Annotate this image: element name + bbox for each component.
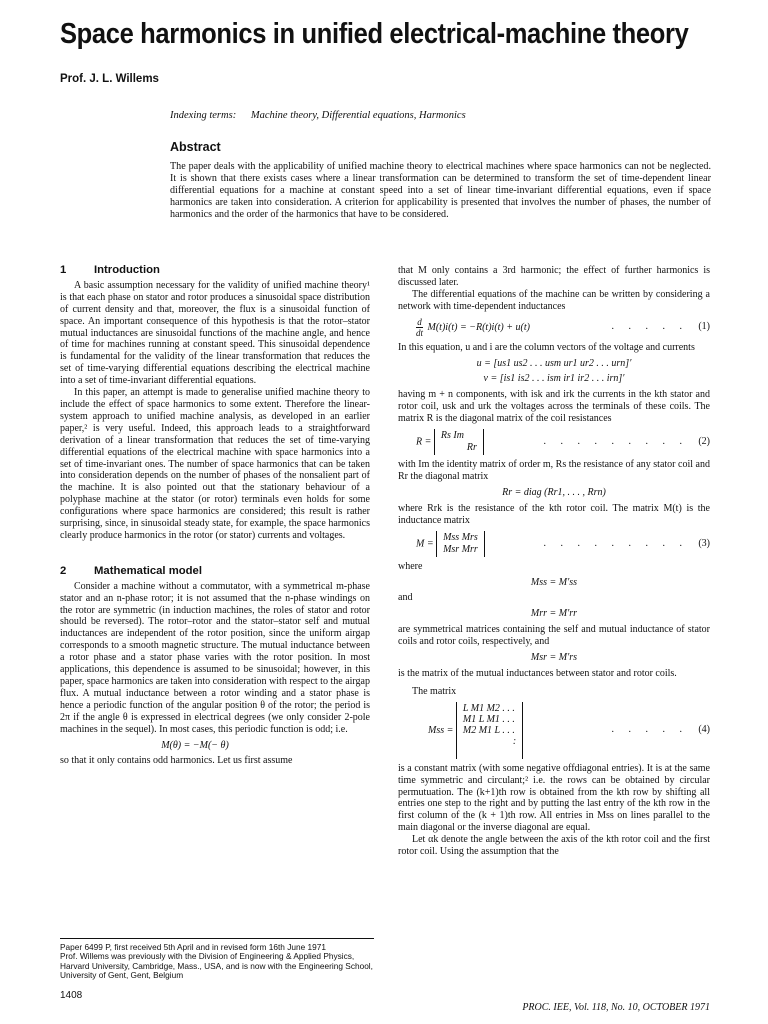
equation-msr: Msr = M′rs (530, 652, 578, 664)
right-column (398, 265, 710, 858)
paragraph: A basic assumption necessary for the validity of unified machine theory¹ is that each phase on stator and rotor produces a sinusoidal space distribution of current density and that, moreover, the flux is a sinusoidal function of space. An important consequence of this hypothesis is that the rotor–stator mutual inductances are sinusoidal functions of the machine angle, and hence of time for machines running at constant speed. This sinusoidal dependence is fundamental for the validity of the linear transformation that reduces the set of time-varying differential equations describing the electrical machine into a set of time-invariant differential equations. (60, 279, 370, 387)
section-1-heading: 1 Introduction (60, 264, 160, 276)
equation-4: Mss = L M1 M2 . . . M1 L M1 . . . M2 M1 L . . . : . . . . . (4) (398, 702, 710, 759)
indexing-values: Machine theory, Differential equations, Harmonics (250, 110, 466, 121)
equation-mss: Mss = M′ss (530, 576, 578, 588)
paragraph: that M only contains a 3rd harmonic; the effect of further harmonics is discussed later. (398, 265, 710, 288)
label-and: and (398, 592, 413, 604)
matrix-mss: L M1 M2 . . . M1 L M1 . . . M2 M1 L . . . : (456, 702, 523, 759)
author: Prof. J. L. Willems (60, 73, 159, 85)
paper-title: Space harmonics in unified electrical-machine theory (60, 18, 689, 50)
equation-3: M = Mss Mrs Msr Mrr . . . . . . . . . (3) (416, 531, 710, 555)
paragraph: with Im the identity matrix of order m, Rs the resistance of any stator coil and Rr the diagonal matrix (398, 459, 710, 482)
paragraph: In this paper, an attempt is made to generalise unified machine theory to include the effect of space harmonics to some extent. Therefore the linear-system approach to unified machine analysis, as developed in an earlier paper,² is very useful. Indeed, this approach leads to a straightforward derivation of a linear transformation that reduces the set of time-varying differential equations of the electrical machine with space harmonics into a set of time-invariant ones. The number of space harmonics that can be taken into consideration depends on the number of phases of the nonsalient part of the machine. It is also pointed out that the stationary behaviour of a polyphase machine at the stator (or rotor) terminals even holds for some configurations where space harmonics are considered; this result is rather surprising, since, in sinusoidal steady state, for example, the space harmonics clearly produce harmonics in the rotor (or stator) currents and voltages. (60, 387, 370, 541)
paragraph: are symmetrical matrices containing the self and mutual inductance of stator coils and rotor coils, respectively, and (398, 624, 710, 648)
equation-mrr: Mrr = M′rr (530, 608, 578, 620)
abstract-heading: Abstract (170, 140, 221, 154)
equation-u: u = [us1 us2 . . . usm ur1 ur2 . . . urn]′ (476, 357, 632, 369)
indexing-terms (170, 110, 478, 121)
paragraph: The differential equations of the machine can be written by considering a network with time-dependent inductances (398, 288, 710, 312)
paragraph: where Rrk is the resistance of the kth rotor coil. The matrix M(t) is the inductance matrix (398, 502, 710, 526)
section-2-heading: 2 Mathematical model (60, 564, 202, 577)
paragraph: is a constant matrix (with some negative offdiagonal entries). It is at the same time symmetric and circulant;² i.e. the rows can be obtained by circular permutuation. The (k+1)th row is obtained from the kth row by shifting all entries one step to the right and by putting the last entry of the kth row in the first column of the (k + 1)th row. All entries in Mss on lines parallel to the main diagonal or the inverse diagonal are equal. (398, 762, 710, 834)
abstract-text: The paper deals with the applicability of unified machine theory to electrical machines where space harmonics can not be neglected. It is shown that there exists cases where a linear transformation can be determined to transform the set of time-dependent linear differential equations for a machine at constant speed into a set of linear time-invariant differential equations, even if space harmonics are taken into consideration. A criterion for applicability is presented that involves the number of phases, the number of harmonics and the order of the harmonics that have to be considered. (170, 161, 711, 221)
page-number: 1408 (60, 990, 83, 1001)
equation-1: $\frac{d}{dt} M(t)i(t) = -R(t)i(t) + u(t)$ . . . . . (1) (416, 316, 710, 338)
paragraph: Consider a machine without a commutator, with a symmetrical m-phase stator and an n-phase rotor; it is not assumed that the n-phase windings on the rotor are symmetric (in induction machines, the roles of stator and rotor should be reversed). The rotor–rotor and the stator–stator self and mutual inductances are independent of the rotor position, since the uniform airgap corresponds to a smooth magnetic structure. The mutual inductance between a rotor phase and a stator phase varies with the rotor position. In most applications, this dependence is assumed to be sinusoidal; however, in this paper, space harmonics are taken into consideration with respect to the airgap flux. A mutual inductance between a rotor winding and a stator phase is hence a periodic function of the angular position θ of the rotor; the period is 2π if the angle θ is expressed in electrical degrees (we only consider 2-pole machines in the sequel). In most cases, this periodic function is odd; i.e. (60, 580, 370, 735)
equation-v: v = [is1 is2 . . . ism ir1 ir2 . . . irn]′ (483, 373, 625, 385)
label-where: where (398, 560, 423, 572)
equation-2: R = Rs Im Rr . . . . . . . . . (2) (416, 430, 710, 454)
indexing-label: Indexing terms: (170, 110, 237, 121)
equation-rr: Rr = diag (Rr1, . . . , Rrn) (502, 486, 606, 498)
footnote: Paper 6499 P, first received 5th April and in revised form 16th June 1971 Prof. Willems was previously with the Division of Engineering & Applied Physics, Harvard University, Cambridge, Mass., USA, and is now with the Engineering School, University of Gent, Gent, Belgium (60, 938, 374, 981)
journal-reference: PROC. IEE, Vol. 118, No. 10, OCTOBER 1971 (522, 1002, 710, 1013)
derivative-fraction: $\frac{d}{dt}$ (416, 316, 424, 338)
matrix-m: Mss Mrs Msr Mrr (436, 531, 485, 557)
paragraph: Let αk denote the angle between the axis of the kth rotor coil and the first rotor coil. Using the assumption that the (398, 834, 710, 858)
equation-odd: M(θ) = −M(− θ) (161, 739, 229, 751)
left-column (60, 265, 370, 767)
paragraph: In this equation, u and i are the column vectors of the voltage and currents (398, 341, 695, 353)
paragraph: so that it only contains odd harmonics. Let us first assume (60, 755, 293, 767)
paragraph: having m + n components, with isk and irk the currents in the kth stator and rotor coil, usk and urk the voltages across the terminals of these coils. The matrix R is the diagonal matrix of the coil resistances (398, 389, 710, 425)
matrix-r: Rs Im Rr (434, 429, 484, 455)
paragraph: is the matrix of the mutual inductances between stator and rotor coils. (398, 667, 677, 679)
paragraph: The matrix (412, 685, 457, 697)
